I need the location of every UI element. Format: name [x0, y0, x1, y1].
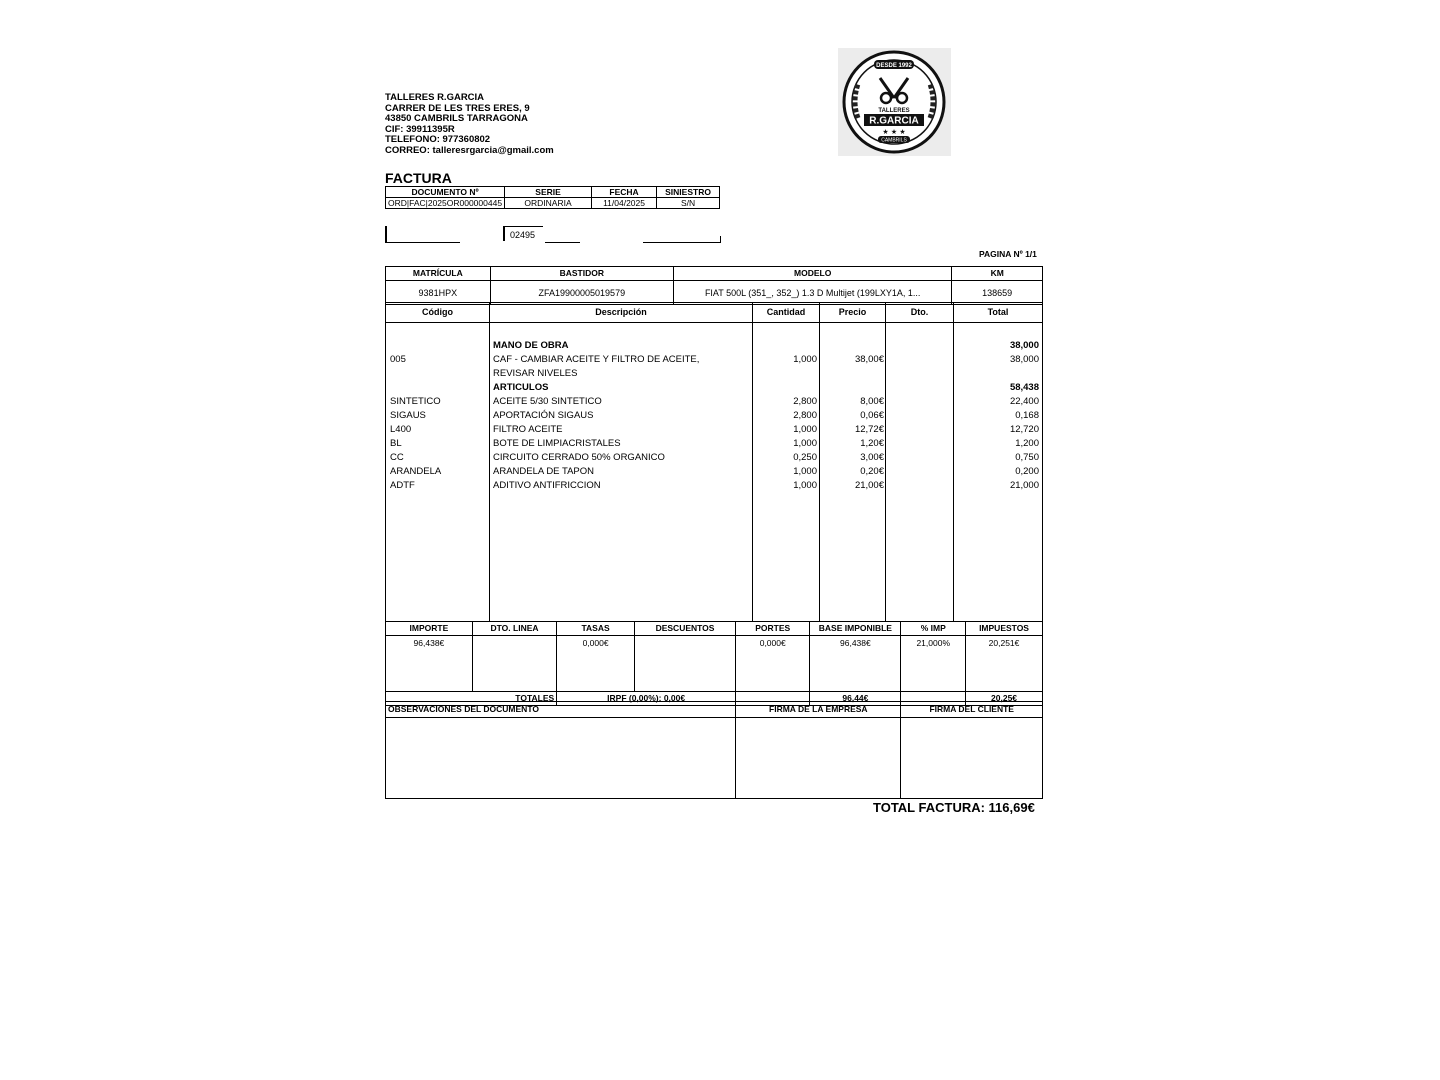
- fees-value: 0,000€: [557, 636, 635, 692]
- quantity-header: Cantidad: [766, 307, 806, 317]
- summary-table: [385, 621, 1043, 706]
- km-header: KM: [952, 267, 1043, 281]
- line-item: BL BOTE DE LIMPIACRISTALES 1,000 1,20€ 1,200: [390, 438, 1039, 449]
- date-header: FECHA: [592, 187, 657, 198]
- discounts-value: [634, 636, 735, 692]
- grand-total: TOTAL FACTURA: 116,69€: [873, 800, 1035, 815]
- client-signature-header: FIRMA DEL CLIENTE: [901, 702, 1043, 718]
- base-total-value: 96,44€: [810, 692, 901, 706]
- tax-base-value: 96,438€: [810, 636, 901, 692]
- logo-bottom-text: CAMBRILS: [881, 137, 907, 144]
- series-header: SERIE: [505, 187, 592, 198]
- description-header: Descripción: [595, 307, 647, 317]
- taxes-value: 20,251€: [966, 636, 1043, 692]
- doc-number-header: DOCUMENTO Nº: [386, 187, 505, 198]
- company-address: CARRER DE LES TRES ERES, 9: [385, 102, 530, 114]
- amount-header: IMPORTE: [386, 622, 473, 636]
- line-discount-header: DTO. LINEA: [472, 622, 556, 636]
- line-item: L400 FILTRO ACEITE 1,000 12,72€ 12,720: [390, 424, 1039, 435]
- plate-value: 9381HPX: [386, 281, 491, 305]
- company-email: CORREO: talleresrgarcia@gmail.com: [385, 144, 554, 156]
- company-cif: CIF: 39911395R: [385, 123, 455, 135]
- svg-text:★ ★ ★: ★ ★ ★: [882, 128, 906, 136]
- logo-top-text: DESDE 1992: [876, 63, 912, 69]
- company-phone: TELEFONO: 977360802: [385, 134, 491, 146]
- tax-rate-value: 21,000%: [901, 636, 966, 692]
- shipping-value: 0,000€: [736, 636, 810, 692]
- taxes-header: IMPUESTOS: [966, 622, 1043, 636]
- client-box: [385, 226, 725, 244]
- line-item: MANO DE OBRA 38,000: [493, 340, 1039, 351]
- client-signature-area: [901, 718, 1043, 799]
- line-item: 005 CAF - CAMBIAR ACEITE Y FILTRO DE ACEITE, 1,000 38,00€ 38,000: [390, 354, 1039, 365]
- invoice-lines: [385, 302, 1043, 622]
- line-discount-value: [472, 636, 556, 692]
- shipping-header: PORTES: [736, 622, 810, 636]
- company-info: [385, 93, 554, 157]
- discounts-header: DESCUENTOS: [634, 622, 735, 636]
- vehicle-table: [385, 266, 1043, 305]
- logo-line2: R.GARCIA: [869, 115, 919, 127]
- company-signature-header: FIRMA DE LA EMPRESA: [736, 702, 901, 718]
- company-logo: [838, 48, 951, 156]
- claim-header: SINIESTRO: [657, 187, 720, 198]
- observations-header: OBSERVACIONES DEL DOCUMENTO: [386, 702, 736, 718]
- line-item: SIGAUS APORTACIÓN SIGAUS 2,800 0,06€ 0,168: [390, 410, 1039, 421]
- signatures-table: [385, 701, 1043, 799]
- vin-header: BASTIDOR: [490, 267, 673, 281]
- tax-base-header: BASE IMPONIBLE: [810, 622, 901, 636]
- amount-value: 96,438€: [386, 636, 473, 692]
- line-item: SINTETICO ACEITE 5/30 SINTETICO 2,800 8,00€ 22,400: [390, 396, 1039, 407]
- totals-label: TOTALES: [386, 692, 557, 706]
- page-number: PAGINA Nº 1/1: [979, 249, 1037, 259]
- client-code: 02495: [510, 230, 536, 240]
- line-item: ARTICULOS 58,438: [493, 382, 1039, 393]
- discount-header: Dto.: [910, 307, 929, 317]
- code-header: Código: [422, 307, 453, 317]
- model-value: FIAT 500L (351_, 352_) 1.3 D Multijet (199LXY1A, 1...: [673, 281, 951, 305]
- document-info-table: [385, 186, 720, 209]
- tax-rate-header: % IMP: [901, 622, 966, 636]
- claim-value: S/N: [657, 198, 720, 209]
- line-item: ARANDELA ARANDELA DE TAPON 1,000 0,20€ 0,200: [390, 466, 1039, 477]
- fees-header: TASAS: [557, 622, 635, 636]
- company-name: TALLERES R.GARCIA: [385, 92, 485, 103]
- series-value: ORDINARIA: [505, 198, 592, 209]
- line-item: ADTF ADITIVO ANTIFRICCION 1,000 21,00€ 21,000: [390, 480, 1039, 491]
- model-header: MODELO: [673, 267, 951, 281]
- price-header: Precio: [838, 307, 867, 317]
- km-value: 138659: [952, 281, 1043, 305]
- company-signature-area: [736, 718, 901, 799]
- total-header: Total: [987, 307, 1009, 317]
- plate-header: MATRÍCULA: [386, 267, 491, 281]
- irpf-value: IRPF (0,00%): 0,00€: [557, 692, 736, 706]
- date-value: 11/04/2025: [592, 198, 657, 209]
- company-city: 43850 CAMBRILS TARRAGONA: [385, 113, 528, 125]
- observations-area: [386, 718, 736, 799]
- logo-line1: TALLERES: [878, 108, 910, 114]
- vin-value: ZFA19900005019579: [490, 281, 673, 305]
- line-item: REVISAR NIVELES: [493, 368, 578, 379]
- document-title: FACTURA: [385, 170, 452, 186]
- tax-total-value: 20,25€: [966, 692, 1043, 706]
- doc-number-value: ORD|FAC|2025OR000000445: [386, 198, 505, 209]
- line-item: CC CIRCUITO CERRADO 50% ORGANICO 0,250 3,00€ 0,750: [390, 452, 1039, 463]
